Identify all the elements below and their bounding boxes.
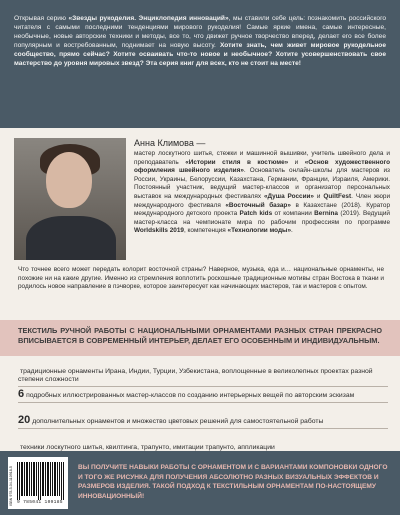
bottom-promo-text: ВЫ ПОЛУЧИТЕ НАВЫКИ РАБОТЫ С ОРНАМЕНТОМ И С ВАРИАНТАМИ КОМПОНОВКИ ОДНОГО И ТОГО ЖЕ РИСУНКА ДЛЯ ПОЛУЧЕНИЯ АБСОЛЮТНО РАЗНЫХ ВИЗУАЛЬНЫХ ЭФФЕКТОВ И РАЗМЕРОВ ИЗДЕЛИЯ. ТАКОЙ ПОДХОД К ТЕКСТИЛЬНЫМ ОРНАМЕНТАМ ПО-НАСТОЯЩЕМУ ИННОВАЦИОННЫЙ!	[78, 464, 388, 500]
author-bio-text: мастер лоскутного шитья, стежки и машинной вышивки, учитель швейного дела и преподаватель «Истории стиля в костюме» и «Основ художественного оформления швейного изделия». Основатель онлайн-школы для мастеров из России, Украины, Белоруссии, Казахстана, Германии, Франции, Израиля, Америки. Постоянный участник, ведущий мастер-классов и организатор персональных выставок на международных фестивалях «Душа России» и QuiltFest. Член жюри международного фестиваля «Восточный базар» в Казахстане (2018). Куратор международного детского проекта Patch kids от компании Bernina (2019). Ведущий мастер-класса на чемпионате мира по рабочим профессиям по программе Worldskills 2019, компетенция «Технологии моды».	[134, 150, 391, 235]
feature-text: традиционные орнаменты Ирана, Индии, Турции, Узбекистана, воплощенные в великолепных проектах разной степени сложности	[18, 368, 373, 384]
author-name: Анна Климова —	[134, 138, 206, 148]
book-intro-paragraph: Что точнее всего может передать колорит восточной страны? Наверное, музыка, еда и… национальные орнаменты, не похожие ни на какие другие. Именно из стремления воплотить роскошные традиционные мотивы стран Востока в ткани и родилось новое направление в пэчворке, которое заинтересует как начинающих мастеров, так и мастеров с опытом.	[18, 266, 384, 291]
divider	[18, 402, 388, 403]
feature-text: дополнительных орнаментов и множество цветовых решений для самостоятельной работы	[32, 418, 324, 425]
feature-number: 20	[18, 414, 31, 426]
author-bio	[134, 138, 390, 236]
intro-questions: Хотите знать, чем живет мировое рукодельное сообщество, прямо сейчас? Хотите осваивать что-то новое и необычное? Хотите усовершенствовать свое мастерство до уровня мировых звезд? Эта серия книг для всех, кто не стоит на месте!	[14, 42, 386, 67]
barcode-digits: 9 785041 109185	[17, 500, 63, 505]
series-intro-panel	[0, 0, 400, 128]
author-photo	[14, 138, 126, 260]
divider	[18, 428, 388, 429]
feature-text: подробных иллюстрированных мастер-классов по созданию интерьерных вещей по авторским эскизам	[26, 392, 355, 399]
barcode-bars-icon	[17, 462, 65, 500]
intro-text-lead: Открывая серию	[14, 15, 69, 22]
feature-item	[18, 416, 388, 426]
series-intro-text	[14, 14, 386, 68]
feature-number: 6	[18, 388, 25, 400]
feature-item	[18, 366, 388, 384]
divider	[18, 386, 388, 387]
series-title: «Звезды рукоделия. Энциклопедия инноваций»	[68, 15, 229, 22]
feature-text: техники лоскутного шитья, квилтинга, трапунто, имитации трапунто, аппликации	[20, 444, 275, 451]
feature-item	[18, 390, 388, 400]
barcode	[8, 457, 68, 509]
headline-banner: ТЕКСТИЛЬ РУЧНОЙ РАБОТЫ С НАЦИОНАЛЬНЫМИ ОРНАМЕНТАМИ РАЗНЫХ СТРАН ПРЕКРАСНО ВПИСЫВАЕТСЯ В СОВРЕМЕННЫЙ ИНТЕРЬЕР, ДЕЛАЕТ ЕГО ОСОБЕННЫМ И ИНДИВИДУАЛЬНЫМ.	[0, 320, 400, 356]
isbn-label: ISBN 978-5-04-110918-5	[9, 466, 13, 506]
intro-text-body: , мы ставили себе цель: познакомить российского читателя с самыми последними тенденциями мирового рукоделия! Самые яркие имена, самые интересные, необычные, новые авторские техники и методы, все то, что движет ручное творчество вперед, делает его все более популярным и востребованным, поднимает на новую высоту.	[14, 15, 387, 49]
